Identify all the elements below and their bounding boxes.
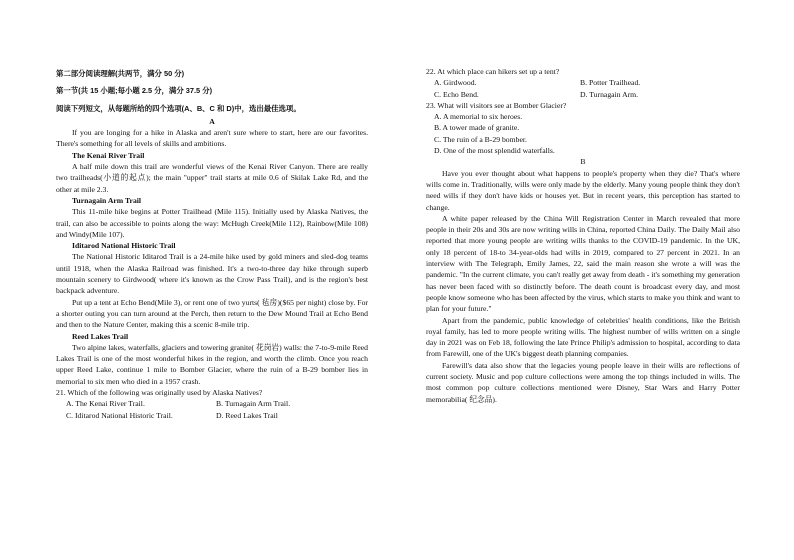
trail4-text: Two alpine lakes, waterfalls, glaciers and towering granite( 花岗岩) walls: the 7-to-9-mile Reed Lakes Trail is one of the most wonderful hikes in the region, and worth the climb. Once you reach upper Reed Lake, continue 1 mile to Bomber Glacier, where the ruin of a B-29 bomber lies in memorial to six men who died in a 1957 crash. [56,342,368,386]
left-column [56,68,368,421]
question-22-options-row1 [426,77,740,88]
trail3-text-2: Put up a tent at Echo Bend(Mile 3), or rent one of two yurts( 毡房)($65 per night) close by. For a shorter outing you can turn around at the Perch, then return to the Dew Mound Trail at Echo Bend and then to the Nature Center, making this a scenic 8-mile trip. [56,297,368,330]
q23-option-d[interactable]: D. One of the most splendid waterfalls. [434,146,555,156]
trail1-text: A half mile down this trail are wonderful views of the Kenai River Canyon. There are really two trailheads(小道的起点); the main "upper" trail starts at mile 0.6 of Skilak Lake Rd, and the other at mile 2.3. [56,162,368,194]
q21-option-b[interactable]: B. Turnagain Arm Trail. [216,399,291,409]
question-22-options-row2 [426,89,740,100]
q22-option-c[interactable]: C. Echo Bend. [434,89,479,99]
passage-b-paragraph-3: Apart from the pandemic, public knowledge of celebrities' health conditions, like the British royal family, has led to more people writing wills. The highest number of wills written on a single day in 2021 was on Feb 18, following the late Prince Philip's admission to hospital, according to data from Farewill, one of the UK's biggest death planning companies. [426,315,740,359]
q23-option-b[interactable]: B. A tower made of granite. [434,123,520,133]
right-column [426,66,740,405]
passage-b-paragraph-1: Have you ever thought about what happens to people's property when they die? That's where wills come in. Traditionally, wills were only made by the elderly. Many young people think they don't need wills if they don't have kids or houses yet. But in recent years, this perception has started to change. [426,168,740,212]
question-22: 22. At which place can hikers set up a tent? [426,67,560,76]
passage-a-intro: If you are longing for a hike in Alaska and aren't sure where to start, here are our favorites. There's something for all levels of skills and ambitions. [56,128,368,149]
trail2-text: This 11-mile hike begins at Potter Trailhead (Mile 115). Initially used by Alaska Natives, the trail, can also be accessible to points along the way: McHugh Creek(Mile 112), Rainbow(Mile 108) and Windy(Mile 107). [56,207,368,239]
question-21: 21. Which of the following was originally used by Alaska Natives? [56,388,263,398]
trail4-title: Reed Lakes Trail [72,331,129,341]
q21-option-a[interactable]: A. The Kenai River Trail. [66,399,145,409]
instruction: 阅读下列短文，从每题所给的四个选项(A、B、C 和 D)中，选出最佳选项。 [56,103,301,113]
q21-option-d[interactable]: D. Reed Lakes Trail [216,410,278,420]
q23-option-a[interactable]: A. A memorial to six heroes. [434,112,523,122]
q22-option-a[interactable]: A. Girdwood. [434,78,477,88]
passage-b-paragraph-4: Farewill's data also show that the legacies young people leave in their wills are reflections of current society. Music and pop culture collections were among the top things included in wills. The most common pop culture collections mentioned were Disney, Star Wars and Harry Potter memorabilia( 纪念品). [426,360,740,404]
q22-option-d[interactable]: D. Turnagain Arm. [580,89,639,99]
passage-a-letter: A [209,116,215,126]
subsection-title: 第一节(共 15 小题;每小题 2.5 分，满分 37.5 分) [56,86,213,96]
q21-option-c[interactable]: C. Iditarod National Historic Trail. [66,410,173,420]
q23-option-c[interactable]: C. The ruin of a B-29 bomber. [434,134,527,144]
trail3-text-1: The National Historic Iditarod Trail is a 24-mile hike used by gold miners and sled-dog teams until 1918, when the Alaska Railroad was finished. It's a two-to-three day hike through superb mountain scenery to Girdwood( where it's known as the Crow Pass Trail), and is the region's best backpack adventure. [56,252,368,296]
question-23: 23. What will visitors see at Bomber Glacier? [426,100,567,110]
question-21-options-row1 [56,398,368,409]
q22-option-b[interactable]: B. Potter Trailhead. [580,78,641,88]
trail2-title: Turnagain Arm Trail [72,195,142,205]
passage-b-paragraph-2: A white paper released by the China Will Registration Center in March revealed that more people in their 20s and 30s are now writing wills in China, reported China Daily. The Daily Mail also reported that more young people are writing wills thanks to the COVID-19 pandemic. In the UK, only 18 percent of 18-to 34-year-olds had wills in 2019, compared to 27 percent in 2021. In an interview with The Telegraph, Emily James, 22, said the main reason she wrote a will was the pandemic. "In the current climate, you can't really get away from death - it's something my generation has never been faced with so distinctly before. The death count is broadcast every day, and most people know someone who has been affected by the virus, which starts to make you think and want to plan for your future." [426,213,740,314]
trail1-title: The Kenai River Trail [72,150,145,160]
section-title: 第二部分阅读理解(共两节，满分 50 分) [56,69,185,78]
question-21-options-row2 [56,410,368,421]
passage-b-letter: B [580,157,586,167]
trail3-title: Iditarod National Historic Trail [72,241,176,251]
